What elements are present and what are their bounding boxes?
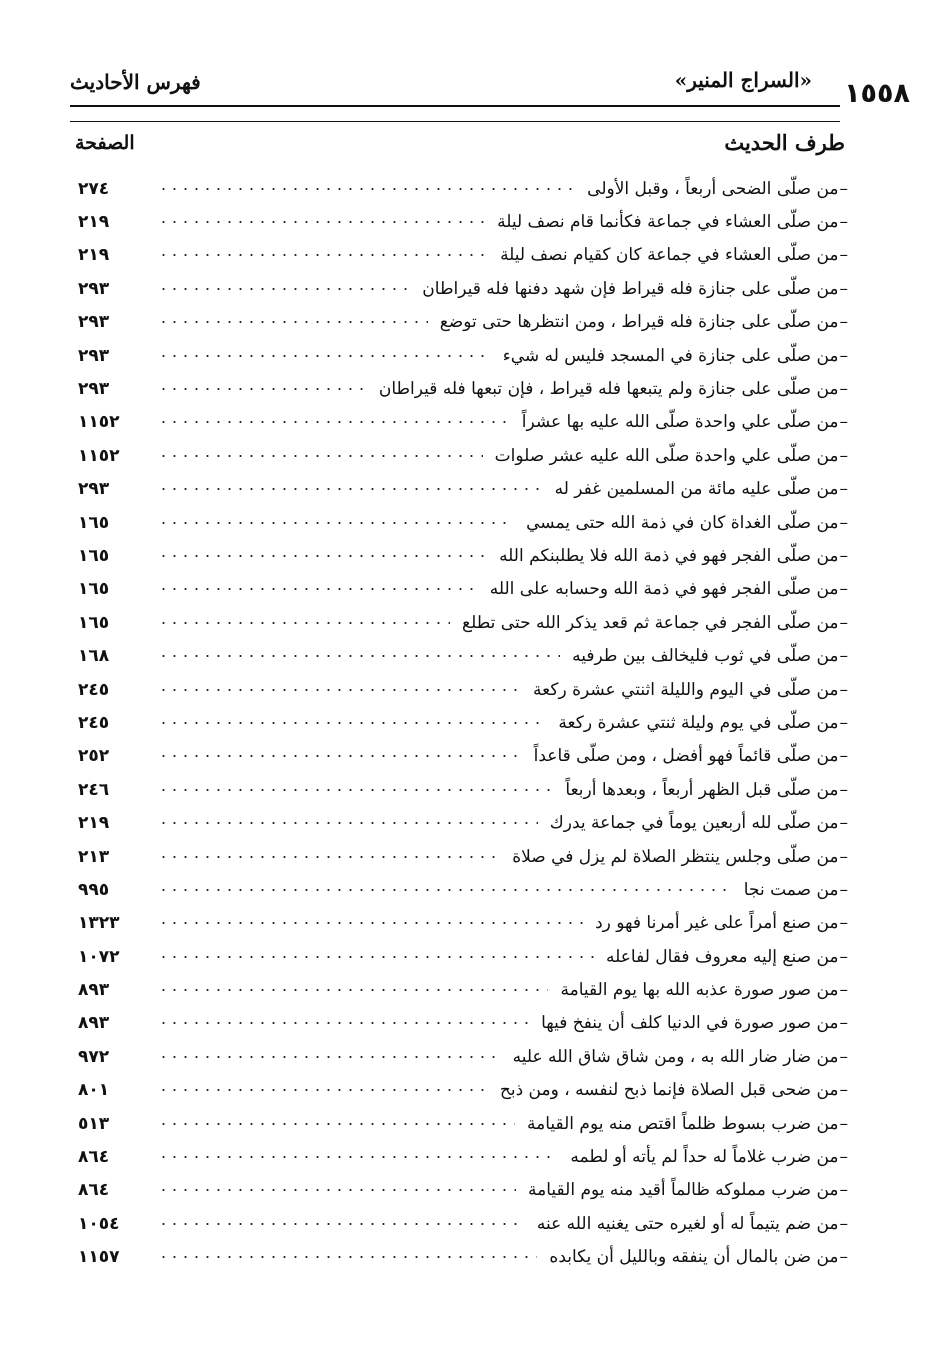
dot-leader (158, 883, 732, 897)
index-entry (76, 339, 848, 372)
hadith-incipit: من صلّى الفجر فهو في ذمة الله وحسابه على الله (489, 579, 839, 600)
hadith-incipit: من صلّى الضحى أربعاً ، وقبل الأولى (587, 178, 839, 199)
entry-page-number: ١١٥٢ (78, 412, 120, 433)
entry-page-number: ١١٥٢ (78, 445, 120, 466)
entry-dash: – (839, 1080, 848, 1101)
index-entry (76, 439, 848, 472)
column-headers (75, 128, 845, 162)
entry-page-number: ١١٥٧ (78, 1247, 120, 1268)
hadith-incipit: من صلّى قائماً فهو أفضل ، ومن صلّى قاعداً (533, 746, 839, 767)
hadith-incipit: من ضرب غلاماً له حداً لم يأته أو لطمه (570, 1147, 839, 1168)
hadith-incipit: من صور صورة عذبه الله بها يوم القيامة (560, 980, 839, 1001)
entry-page-number: ٢٤٥ (78, 712, 110, 733)
index-entry (76, 907, 848, 940)
dot-leader (158, 248, 488, 262)
index-entry (76, 673, 848, 706)
header-rule-thick (70, 105, 840, 107)
entry-dash: – (839, 345, 848, 366)
index-entry (76, 639, 848, 672)
hadith-incipit: من صلّى في ثوب فليخالف بين طرفيه (572, 646, 839, 667)
hadith-column-heading: طرف الحديث (724, 130, 845, 155)
index-entry (76, 1107, 848, 1140)
index-entry (76, 406, 848, 439)
index-entry (76, 873, 848, 906)
hadith-incipit: من صلّى العشاء في جماعة كان كقيام نصف ليلة (500, 245, 839, 266)
dot-leader (158, 1083, 488, 1097)
entry-dash: – (839, 1113, 848, 1134)
dot-leader (158, 382, 367, 396)
dot-leader (158, 1150, 558, 1164)
entry-dash: – (839, 312, 848, 333)
entry-page-number: ١٦٥ (78, 512, 110, 533)
entry-dash: – (839, 212, 848, 233)
dot-leader (158, 983, 548, 997)
index-entry (76, 372, 848, 405)
entry-dash: – (839, 278, 848, 299)
dot-leader (158, 315, 428, 329)
index-entry (76, 473, 848, 506)
dot-leader (158, 1183, 516, 1197)
hadith-incipit: من ضار ضار الله به ، ومن شاق شاق الله عليه (512, 1046, 839, 1067)
dot-leader (158, 1117, 515, 1131)
entry-page-number: ٨٦٤ (78, 1147, 110, 1168)
entry-dash: – (839, 1213, 848, 1234)
entry-dash: – (839, 1147, 848, 1168)
dot-leader (158, 549, 487, 563)
dot-leader (158, 783, 553, 797)
page-number: ١٥٥٨ (844, 78, 910, 109)
entry-dash: – (839, 679, 848, 700)
dot-leader (158, 1250, 537, 1264)
entry-dash: – (839, 746, 848, 767)
entry-dash: – (839, 1046, 848, 1067)
index-entry (76, 306, 848, 339)
hadith-index-list (76, 172, 848, 1274)
dot-leader (158, 683, 521, 697)
hadith-incipit: من صنع إليه معروف فقال لفاعله (606, 946, 839, 967)
hadith-incipit: من صلّى وجلس ينتظر الصلاة لم يزل في صلاة (512, 846, 839, 867)
hadith-incipit: من ضحى قبل الصلاة فإنما ذبح لنفسه ، ومن ذبح (499, 1080, 839, 1101)
running-header (70, 68, 910, 109)
entry-dash: – (839, 946, 848, 967)
entry-page-number: ٢٤٦ (78, 779, 110, 800)
dot-leader (158, 349, 491, 363)
entry-page-number: ١٦٨ (78, 646, 110, 667)
entry-page-number: ٨٩٣ (78, 980, 110, 1001)
hadith-incipit: من صلّى على جنازة في المسجد فليس له شيء (502, 345, 839, 366)
dot-leader (158, 1050, 501, 1064)
index-entry (76, 773, 848, 806)
entry-dash: – (839, 245, 848, 266)
index-entry (76, 1140, 848, 1173)
dot-leader (158, 482, 543, 496)
index-entry (76, 272, 848, 305)
hadith-incipit: من صلّى على جنازة فله قيراط فإن شهد دفنها فله قيراطان (422, 278, 839, 299)
index-entry (76, 172, 848, 205)
index-entry (76, 940, 848, 973)
dot-leader (158, 916, 583, 930)
entry-page-number: ٢١٩ (78, 212, 110, 233)
entry-page-number: ٢٩٣ (78, 278, 110, 299)
entry-dash: – (839, 712, 848, 733)
dot-leader (158, 215, 485, 229)
index-entry (76, 1040, 848, 1073)
hadith-incipit: من صمت نجا (743, 879, 839, 900)
entry-dash: – (839, 445, 848, 466)
dot-leader (158, 582, 478, 596)
index-entry (76, 973, 848, 1006)
hadith-incipit: من صلّى الغداة كان في ذمة الله حتى يمسي (526, 512, 839, 533)
dot-leader (158, 182, 575, 196)
entry-page-number: ٢١٩ (78, 245, 110, 266)
dot-leader (158, 1217, 525, 1231)
index-entry (76, 1007, 848, 1040)
index-entry (76, 1241, 848, 1274)
entry-dash: – (839, 1180, 848, 1201)
entry-page-number: ١٠٧٢ (78, 946, 120, 967)
index-entry (76, 606, 848, 639)
dot-leader (158, 816, 538, 830)
entry-dash: – (839, 646, 848, 667)
dot-leader (158, 415, 510, 429)
hadith-incipit: من صلّى على جنازة فله قيراط ، ومن انتظرها حتى توضع (439, 312, 839, 333)
entry-page-number: ٢٧٤ (78, 178, 110, 199)
index-entry (76, 806, 848, 839)
entry-page-number: ٨٩٣ (78, 1013, 110, 1034)
entry-page-number: ٥١٣ (78, 1113, 110, 1134)
entry-dash: – (839, 980, 848, 1001)
entry-page-number: ١٠٥٤ (78, 1213, 120, 1234)
hadith-incipit: من ضن بالمال أن ينفقه وبالليل أن يكابده (549, 1247, 839, 1268)
entry-dash: – (839, 846, 848, 867)
entry-page-number: ٢٥٢ (78, 746, 110, 767)
entry-dash: – (839, 1013, 848, 1034)
dot-leader (158, 449, 483, 463)
dot-leader (158, 649, 560, 663)
page-column-heading: الصفحة (75, 132, 135, 154)
dot-leader (158, 1016, 529, 1030)
hadith-incipit: من صور صورة في الدنيا كلف أن ينفخ فيها (541, 1013, 839, 1034)
section-title: فهرس الأحاديث (70, 70, 201, 94)
entry-dash: – (839, 579, 848, 600)
index-entry (76, 1174, 848, 1207)
entry-page-number: ٢٩٣ (78, 379, 110, 400)
hadith-incipit: من صلّى في يوم وليلة ثنتي عشرة ركعة (558, 712, 839, 733)
index-entry (76, 539, 848, 572)
entry-dash: – (839, 512, 848, 533)
index-entry (76, 840, 848, 873)
dot-leader (158, 950, 594, 964)
dot-leader (158, 749, 522, 763)
hadith-incipit: من صلّى الفجر فهو في ذمة الله فلا يطلبنكم الله (499, 545, 839, 566)
entry-dash: – (839, 813, 848, 834)
entry-page-number: ٨٠١ (78, 1080, 110, 1101)
dot-leader (158, 850, 500, 864)
entry-page-number: ٨٦٤ (78, 1180, 110, 1201)
hadith-incipit: من صلّى في اليوم والليلة اثنتي عشرة ركعة (533, 679, 839, 700)
index-entry (76, 740, 848, 773)
entry-page-number: ٩٩٥ (78, 879, 110, 900)
hadith-incipit: من ضرب مملوكه ظالماً أقيد منه يوم القيامة (528, 1180, 839, 1201)
entry-page-number: ٢٩٣ (78, 312, 110, 333)
entry-dash: – (839, 779, 848, 800)
entry-page-number: ٩٧٢ (78, 1046, 110, 1067)
index-entry (76, 706, 848, 739)
entry-dash: – (839, 412, 848, 433)
hadith-incipit: من صلّى قبل الظهر أربعاً ، وبعدها أربعاً (565, 779, 839, 800)
entry-dash: – (839, 1247, 848, 1268)
index-entry (76, 573, 848, 606)
dot-leader (158, 516, 514, 530)
hadith-incipit: من صلّى لله أربعين يوماً في جماعة يدرك (549, 813, 839, 834)
book-title: «السراج المنير» (674, 68, 812, 92)
hadith-incipit: من صلّى الفجر في جماعة ثم قعد يذكر الله حتى تطلع (462, 612, 839, 633)
hadith-incipit: من صلّى علي واحدة صلّى الله عليه عشر صلوات (494, 445, 839, 466)
entry-page-number: ١٣٢٣ (78, 913, 120, 934)
entry-dash: – (839, 178, 848, 199)
entry-dash: – (839, 612, 848, 633)
dot-leader (158, 282, 410, 296)
hadith-incipit: من ضم يتيماً له أو لغيره حتى يغنيه الله عنه (536, 1213, 839, 1234)
entry-dash: – (839, 913, 848, 934)
hadith-incipit: من صنع أمراً على غير أمرنا فهو رد (595, 913, 839, 934)
entry-page-number: ٢١٣ (78, 846, 110, 867)
hadith-incipit: من ضرب بسوط ظلماً اقتص منه يوم القيامة (527, 1113, 839, 1134)
entry-dash: – (839, 545, 848, 566)
entry-page-number: ٢٤٥ (78, 679, 110, 700)
index-entry (76, 1074, 848, 1107)
index-entry (76, 239, 848, 272)
dot-leader (158, 616, 450, 630)
entry-dash: – (839, 879, 848, 900)
index-entry (76, 205, 848, 238)
entry-dash: – (839, 379, 848, 400)
header-rule-thin (70, 121, 840, 122)
entry-page-number: ١٦٥ (78, 579, 110, 600)
index-entry (76, 1207, 848, 1240)
dot-leader (158, 716, 546, 730)
entry-page-number: ٢١٩ (78, 813, 110, 834)
hadith-incipit: من صلّى على جنازة ولم يتبعها فله قيراط ، فإن تبعها فله قيراطان (378, 379, 839, 400)
index-entry (76, 506, 848, 539)
hadith-incipit: من صلّى علي واحدة صلّى الله عليه بها عشراً (521, 412, 839, 433)
entry-page-number: ٢٩٣ (78, 479, 110, 500)
entry-page-number: ١٦٥ (78, 545, 110, 566)
hadith-incipit: من صلّى عليه مائة من المسلمين غفر له (554, 479, 839, 500)
entry-page-number: ٢٩٣ (78, 345, 110, 366)
hadith-incipit: من صلّى العشاء في جماعة فكأنما قام نصف ليلة (497, 212, 839, 233)
entry-page-number: ١٦٥ (78, 612, 110, 633)
entry-dash: – (839, 479, 848, 500)
